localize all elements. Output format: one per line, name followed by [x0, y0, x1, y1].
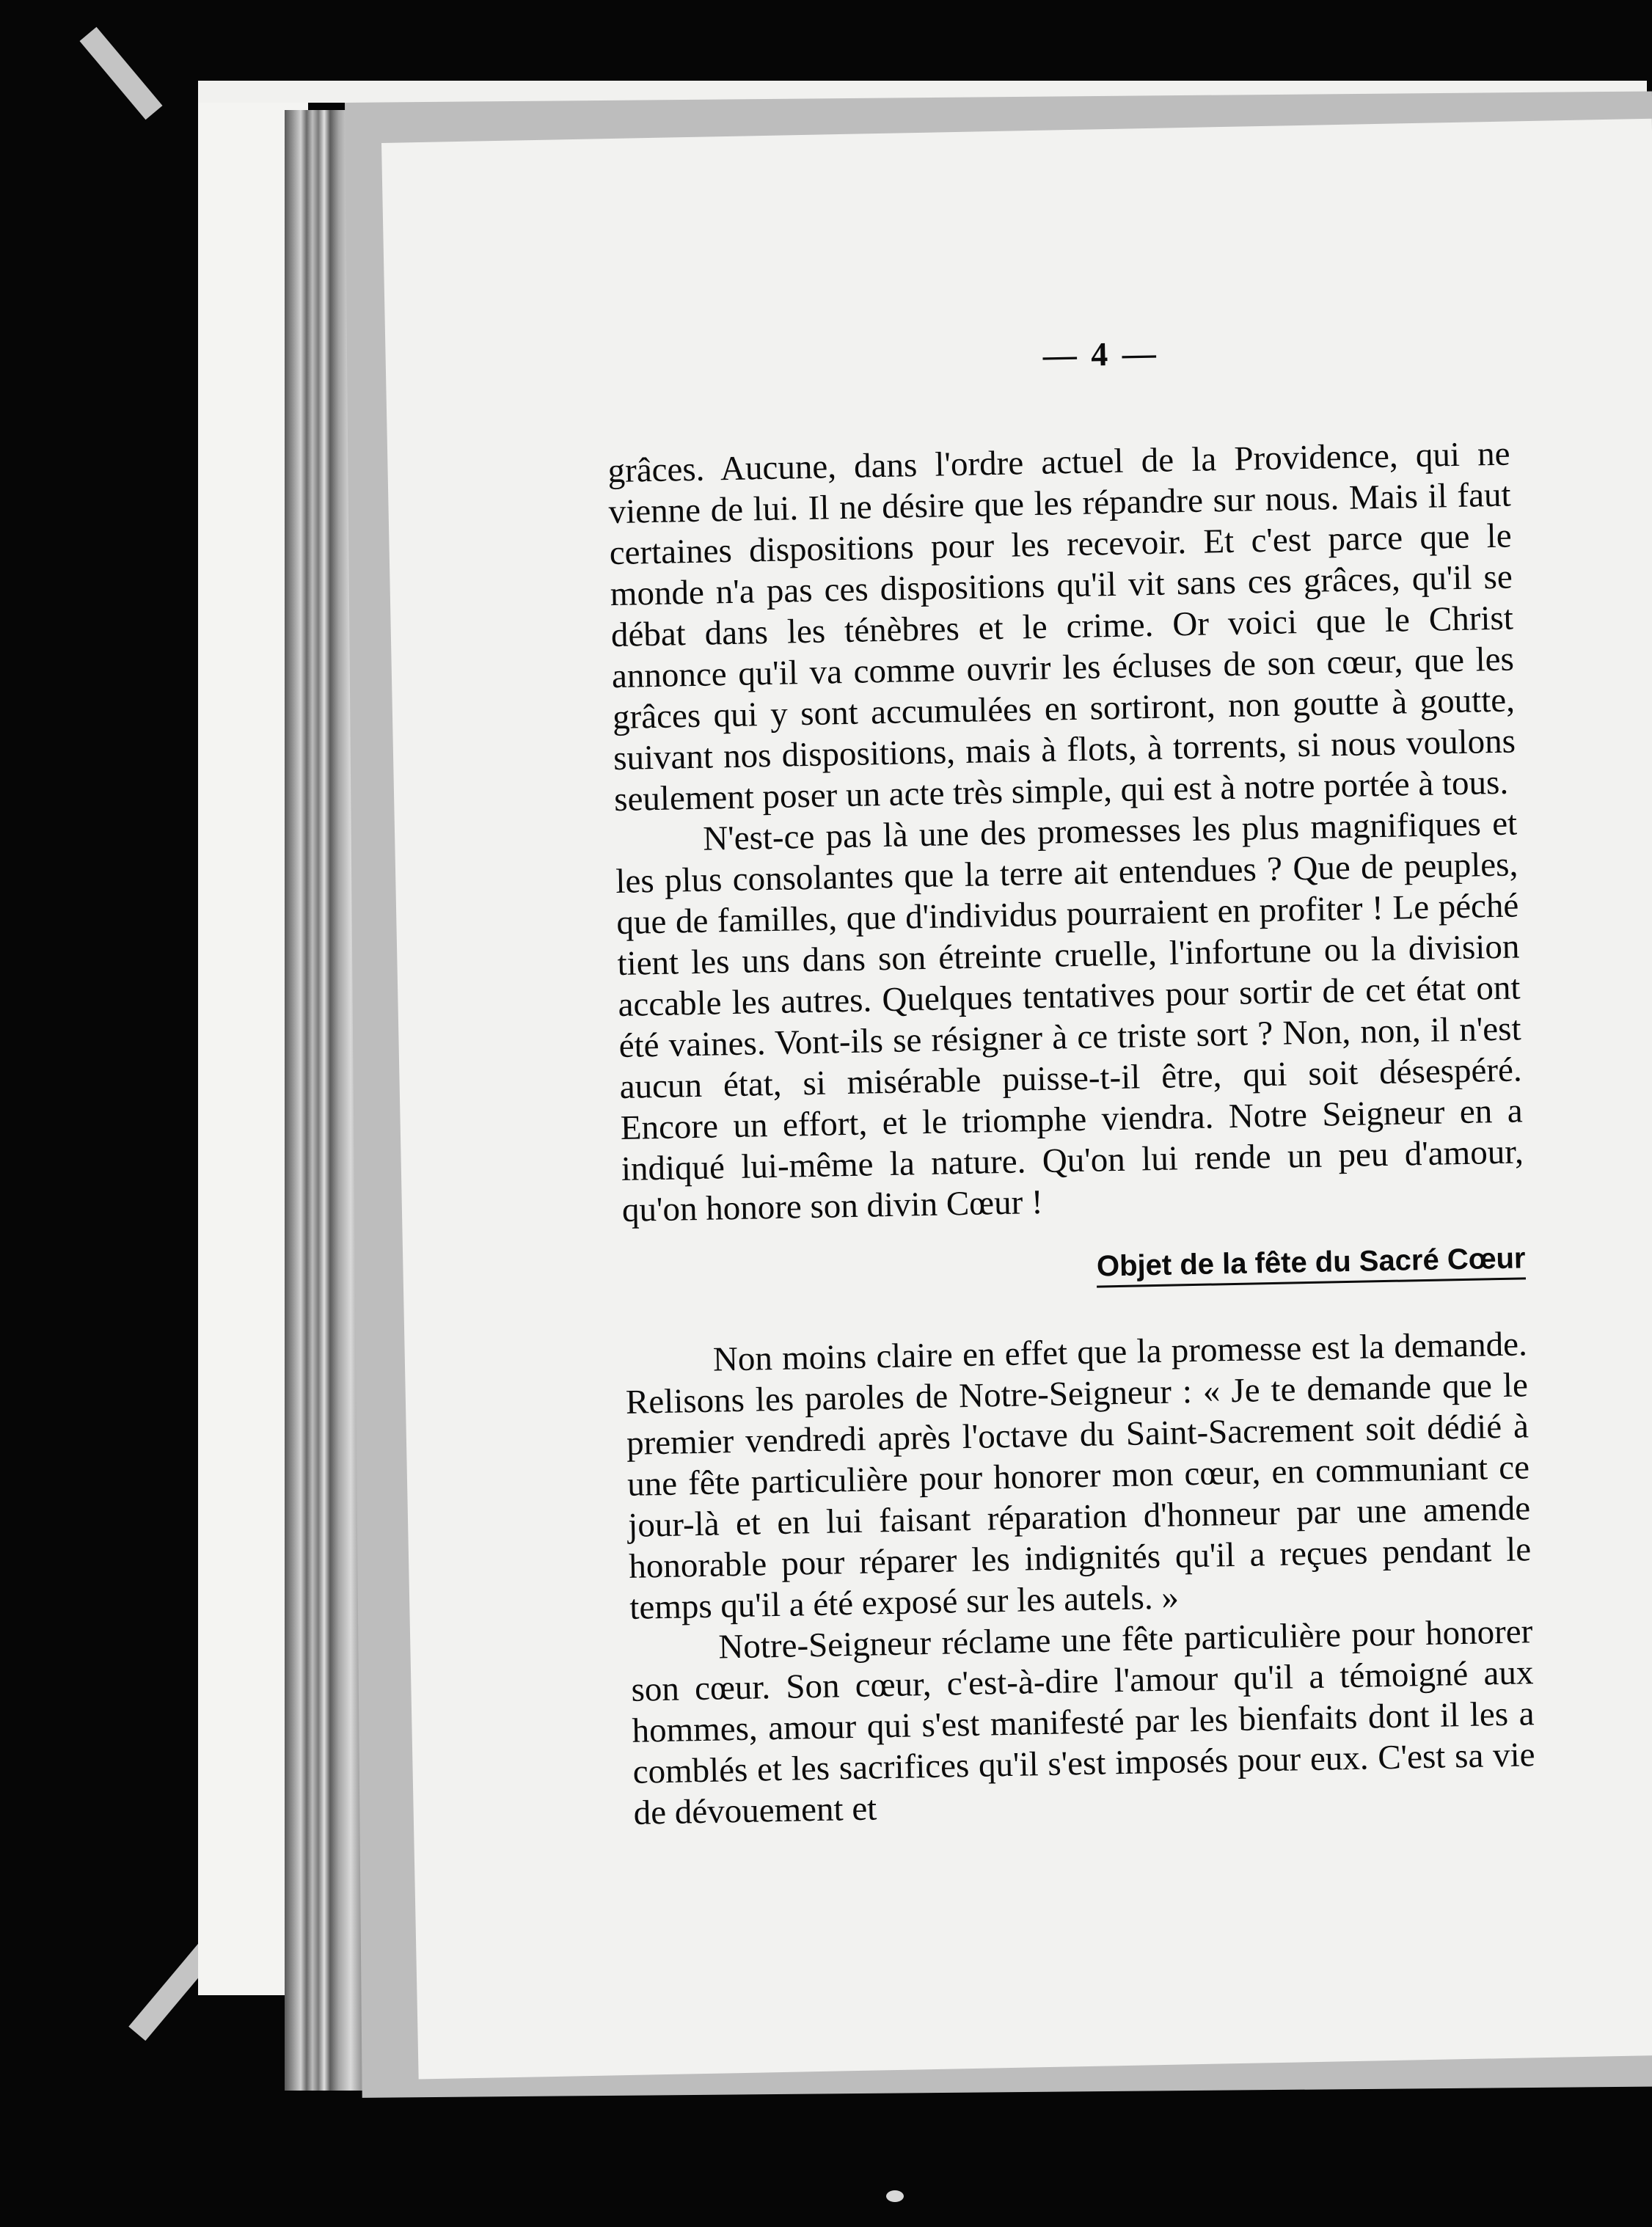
page-number: — 4 —	[1042, 334, 1160, 374]
paragraph-1: grâces. Aucune, dans l'ordre actuel de la Providence, qui ne vienne de lui. Il ne désire que les répandre sur nous. Mais il faut certaines dispositions pour les recevoir. Et c'est parce que le monde n'a pas ces dispositions qu'il vit sans ces grâces, qu'il se débat dans les ténèbres et le crime. Or voici que le Christ annonce qu'il va comme ouvrir les écluses de son cœur, que les grâces qui y sont accumulées en sortiront, non goutte à goutte, suivant nos dispositions, mais à flots, à torrents, si nous voulons seulement poser un acte très simple, qui est à notre portée à tous.	[607, 434, 1516, 819]
page-text-block	[605, 327, 1536, 1834]
section-paragraph-1: Non moins claire en effet que la promesse est la demande. Relisons les paroles de Notre-Seigneur : « Je te demande que le premier vendredi après l'octave du Saint-Sacrement soit dédié à une fête particulière pour honorer mon cœur, en communiant ce jour-là et en lui faisant réparation d'honneur par une amende honorable pour réparer les indignités qu'il a reçues pendant le temps qu'il a été exposé sur les autels. »	[625, 1325, 1532, 1627]
section-heading-text: Objet de la fête du Sacré Cœur	[1097, 1242, 1526, 1287]
scan-speck	[886, 2190, 904, 2202]
section-paragraph-2: Notre-Seigneur réclame une fête particulière pour honorer son cœur. Son cœur, c'est-à-dire l'amour qu'il a témoigné aux hommes, amour qui s'est manifesté par les bienfaits dont il les a comblés et les sacrifices qu'il s'est imposés pour eux. C'est sa vie de dévouement et	[631, 1612, 1535, 1832]
section-heading	[623, 1240, 1526, 1294]
paragraph-2: N'est-ce pas là une des promesses les plus magnifiques et les plus consolantes que la terre ait entendues ? Que de peuples, que de familles, que d'individus pourraient en profiter ! Le péché tient les uns dans son étreinte cruelle, l'infortune ou la division accable les autres. Quelques tentatives pour sortir de cet état ont été vaines. Vont-ils se résigner à ce triste sort ? Non, non, il n'est aucun état, si misérable puisse-t-il être, qui soit désespéré. Encore un effort, et le triomphe viendra. Notre Seigneur en a indiqué lui-même la nature. Qu'on lui rende un peu d'amour, qu'on honore son divin Cœur !	[615, 804, 1524, 1229]
book-page	[381, 119, 1652, 2080]
